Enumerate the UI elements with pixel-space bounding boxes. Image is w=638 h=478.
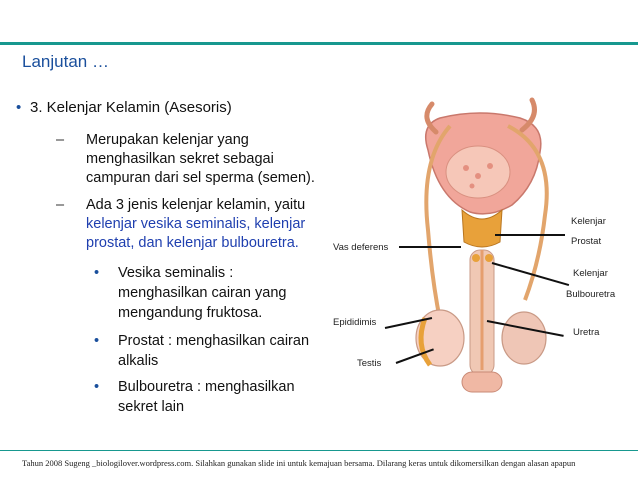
- label-bulbouretra: Bulbouretra: [566, 289, 616, 300]
- item-line: Vesika seminalis :: [118, 265, 234, 281]
- item-line: Bulbouretra : menghasilkan: [118, 379, 295, 395]
- label-uretra: Uretra: [573, 327, 600, 338]
- dash-marker: –: [56, 197, 65, 213]
- item-line: Prostat : menghasilkan cairan: [118, 333, 310, 349]
- footer-divider: [0, 450, 638, 451]
- prostate: [462, 210, 502, 247]
- label-testis: Testis: [357, 358, 382, 369]
- leader-prostat: [495, 234, 565, 236]
- label-kelenjar-bulbouretra: Kelenjar: [573, 268, 608, 279]
- bullet-marker: •: [16, 99, 22, 116]
- sub-line: menghasilkan sekret sebagai: [86, 151, 274, 167]
- label-vas-deferens: Vas deferens: [333, 242, 389, 253]
- footer-text: Tahun 2008 Sugeng _biologilover.wordpress.com. Silahkan gunakan slide ini untuk kemajuan bersama. Dilarang keras untuk dikomersilkan dengan alasan apapun: [22, 458, 576, 468]
- item-line: mengandung fruktosa.: [118, 305, 263, 321]
- bullet-marker: •: [94, 379, 100, 395]
- testis-right: [502, 312, 546, 364]
- dash-marker: –: [56, 132, 65, 148]
- sub-line: campuran dari sel sperma (semen).: [86, 170, 315, 186]
- sub-line-highlight: prostat, dan kelenjar bulbouretra.: [86, 235, 299, 251]
- slide-title: Lanjutan …: [22, 52, 109, 71]
- item-line: alkalis: [118, 353, 159, 369]
- sub-line-highlight: kelenjar vesika seminalis, kelenjar: [86, 216, 306, 232]
- sub-line: Ada 3 jenis kelenjar kelamin, yaitu: [86, 197, 306, 213]
- bullet-text: 3. Kelenjar Kelamin (Asesoris): [30, 99, 232, 116]
- label-kelenjar-prostat: Kelenjar: [571, 216, 606, 227]
- item-line: menghasilkan cairan yang: [118, 285, 287, 301]
- sub-line: Merupakan kelenjar yang: [86, 132, 249, 148]
- item-line: sekret lain: [118, 399, 185, 415]
- bullet-marker: •: [94, 265, 100, 281]
- label-prostat: Prostat: [571, 236, 602, 247]
- bullet-marker: •: [94, 333, 100, 349]
- label-epididimis: Epididimis: [333, 317, 377, 328]
- leader-vas-deferens: [399, 246, 461, 248]
